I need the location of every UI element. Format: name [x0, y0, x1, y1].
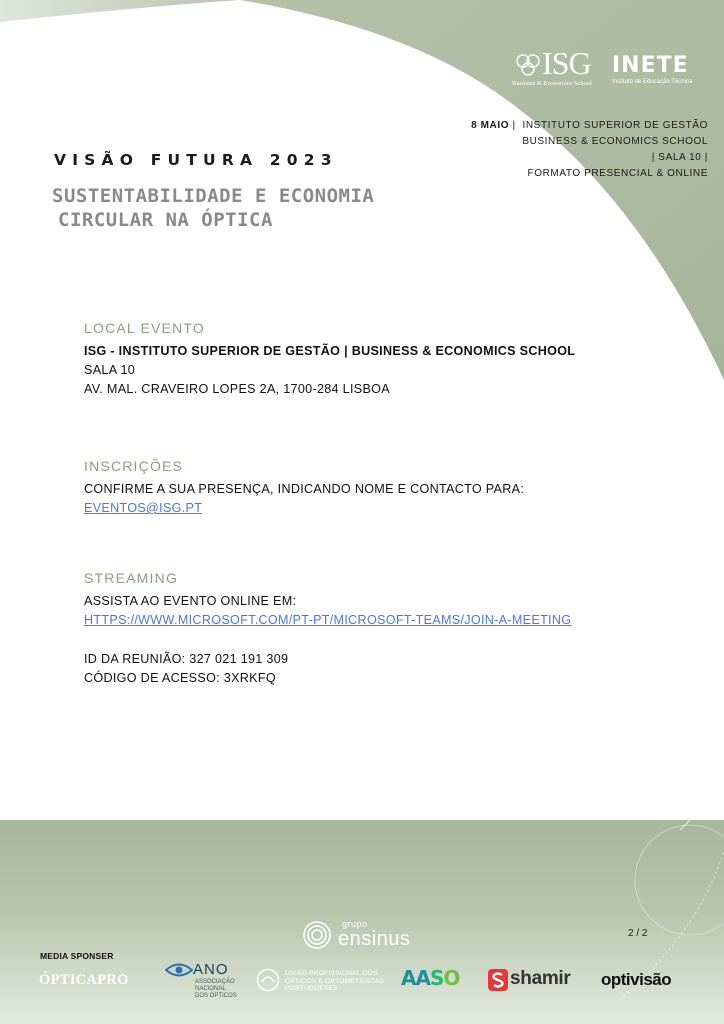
- ensinus-logo: [302, 918, 442, 954]
- streaming-text: ASSISTA AO EVENTO ONLINE EM:: [84, 594, 297, 608]
- shamir-logo: [488, 966, 580, 996]
- upoop-logo-text: [285, 970, 384, 993]
- ensinus-spiral-icon: [302, 920, 332, 950]
- event-format: FORMATO PRESENCIAL & ONLINE: [527, 168, 708, 179]
- inete-logo: [612, 54, 702, 90]
- event-info: [438, 118, 708, 182]
- ano-logo: [165, 962, 245, 1002]
- ano-sub-line-1: ASSOCIAÇÃO: [195, 979, 235, 985]
- upoop-line-1: UNIÃO PROFISSIONAL DOS: [285, 970, 378, 977]
- upoop-circle-icon: [256, 968, 280, 992]
- ensinus-group-label: grupo: [342, 919, 368, 929]
- isg-logo: [512, 46, 604, 94]
- aaso-part-1: AA: [401, 966, 430, 990]
- ano-logo-subtitle: [195, 979, 237, 1000]
- upoop-logo: [256, 968, 396, 998]
- isg-logo-text: ISG: [542, 45, 591, 81]
- local-room: SALA 10: [84, 363, 136, 377]
- eye-icon: [165, 962, 193, 978]
- event-venue-line-2: BUSINESS & ECONOMICS SCHOOL: [522, 136, 708, 147]
- aaso-logo: [401, 966, 459, 990]
- subtitle-line-2: CIRCULAR NA ÓPTICA: [58, 209, 273, 231]
- page-number: 2 / 2: [628, 928, 648, 939]
- opticapro-logo: ÓPTICAPRO: [39, 972, 129, 988]
- subtitle-line-1: SUSTENTABILIDADE E ECONOMIA: [52, 185, 375, 207]
- header-logos: [512, 46, 702, 96]
- upoop-line-2: ÓPTICOS E OPTOMETRISTAS: [285, 977, 385, 985]
- event-date: 8 MAIO: [471, 120, 510, 131]
- registration-text: CONFIRME A SUA PRESENÇA, INDICANDO NOME E CONTACTO PARA:: [84, 482, 525, 496]
- ano-logo-text: ANO: [193, 961, 229, 978]
- upoop-line-3: PORTUGUESES: [285, 985, 339, 992]
- registration-email-link[interactable]: EVENTOS@ISG.PT: [84, 501, 203, 515]
- shamir-logo-text: shamir: [510, 968, 571, 989]
- ensinus-name: ensinus: [338, 928, 411, 950]
- registration-section: [84, 457, 644, 518]
- ano-sub-line-3: DOS ÓPTICOS: [195, 993, 237, 999]
- aaso-part-3: O: [443, 966, 460, 990]
- optivisao-logo: optivisão: [601, 970, 672, 989]
- isg-knot-icon: [514, 52, 542, 78]
- aaso-part-2: S: [429, 966, 444, 990]
- local-venue-name: ISG - INSTITUTO SUPERIOR DE GESTÃO | BUSINESS & ECONOMICS SCHOOL: [84, 344, 576, 358]
- event-room: | SALA 10 |: [651, 152, 708, 163]
- inete-logo-text: INETE: [612, 53, 689, 78]
- page-subtitle: [52, 184, 374, 232]
- access-code: CÓDIGO DE ACESSO: 3XRKFQ: [84, 671, 276, 685]
- streaming-meeting-link[interactable]: HTTPS://WWW.MICROSOFT.COM/PT-PT/MICROSOFT-TEAMS/JOIN-A-MEETING: [84, 613, 572, 627]
- registration-heading: INSCRIÇÕES: [84, 458, 184, 474]
- shamir-s-icon: [488, 969, 508, 991]
- event-venue-line-1: INSTITUTO SUPERIOR DE GESTÃO: [522, 120, 708, 131]
- streaming-heading: STREAMING: [84, 570, 179, 586]
- local-heading: LOCAL EVENTO: [84, 320, 205, 336]
- streaming-section: [84, 569, 644, 688]
- inete-logo-subtitle: Instituto de Educação Técnica: [612, 79, 693, 85]
- ano-sub-line-2: NACIONAL: [195, 986, 226, 992]
- meeting-id: ID DA REUNIÃO: 327 021 191 309: [84, 652, 289, 666]
- media-sponsor-label: MEDIA SPONSER: [40, 951, 114, 961]
- page-title: VISÃO FUTURA 2023: [54, 151, 338, 169]
- event-info-line-1: 8 MAIO | INSTITUTO SUPERIOR DE GESTÃO: [471, 120, 708, 131]
- local-address: AV. MAL. CRAVEIRO LOPES 2A, 1700-284 LISBOA: [84, 382, 390, 396]
- isg-logo-subtitle: Business & Economics School: [512, 80, 592, 87]
- local-section: [84, 319, 644, 399]
